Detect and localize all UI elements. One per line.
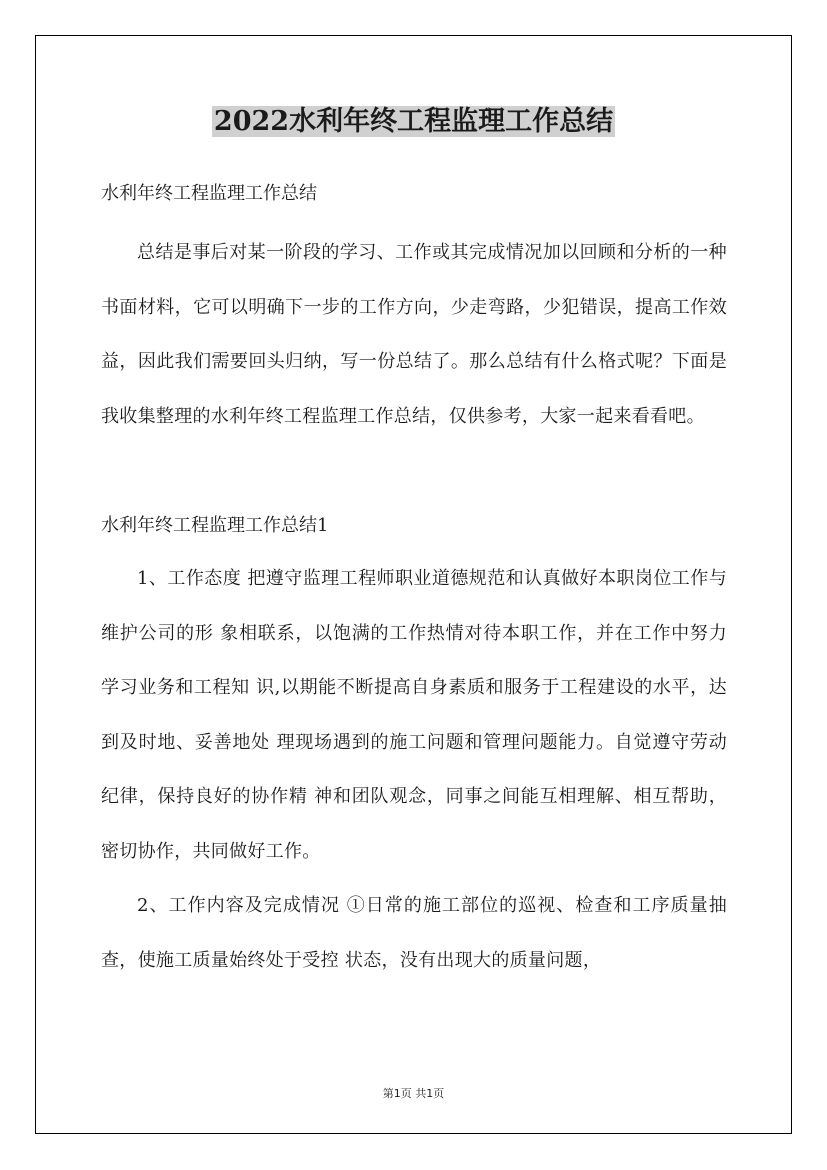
section-paragraph-2: 2、工作内容及完成情况 ①日常的施工部位的巡视、检查和工序质量抽查，使施工质量始终处于受控 状态，没有出现大的质量问题， bbox=[101, 895, 727, 971]
document-title-text: 2022水利年终工程监理工作总结 bbox=[213, 106, 614, 137]
document-body bbox=[101, 176, 727, 988]
document-subtitle: 水利年终工程监理工作总结 bbox=[101, 183, 317, 204]
intro-paragraph: 总结是事后对某一阶段的学习、工作或其完成情况加以回顾和分析的一种书面材料，它可以明确下一步的工作方向，少走弯路，少犯错误，提高工作效益，因此我们需要回头归纳，写一份总结了。那么总结有什么格式呢？下面是我收集整理的水利年终工程监理工作总结，仅供参考，大家一起来看看吧。 bbox=[101, 242, 727, 427]
document-title bbox=[0, 102, 827, 142]
section-heading: 水利年终工程监理工作总结1 bbox=[101, 515, 329, 536]
section-paragraph-1: 1、工作态度 把遵守监理工程师职业道德规范和认真做好本职岗位工作与维护公司的形 象相联系，以饱满的工作热情对待本职工作，并在工作中努力学习业务和工程知 识,以期能不断提高自身素质和服务于工程建设的水平，达到及时地、妥善地处 理现场遇到的施工问题和管理问题能力。自觉遵守劳动纪律，保持良好的协作精 神和团队观念，同事之间能互相理解、相互帮助，密切协作，共同做好工作。 bbox=[101, 568, 727, 862]
page-footer: 第1页 共1页 bbox=[382, 1087, 445, 1100]
